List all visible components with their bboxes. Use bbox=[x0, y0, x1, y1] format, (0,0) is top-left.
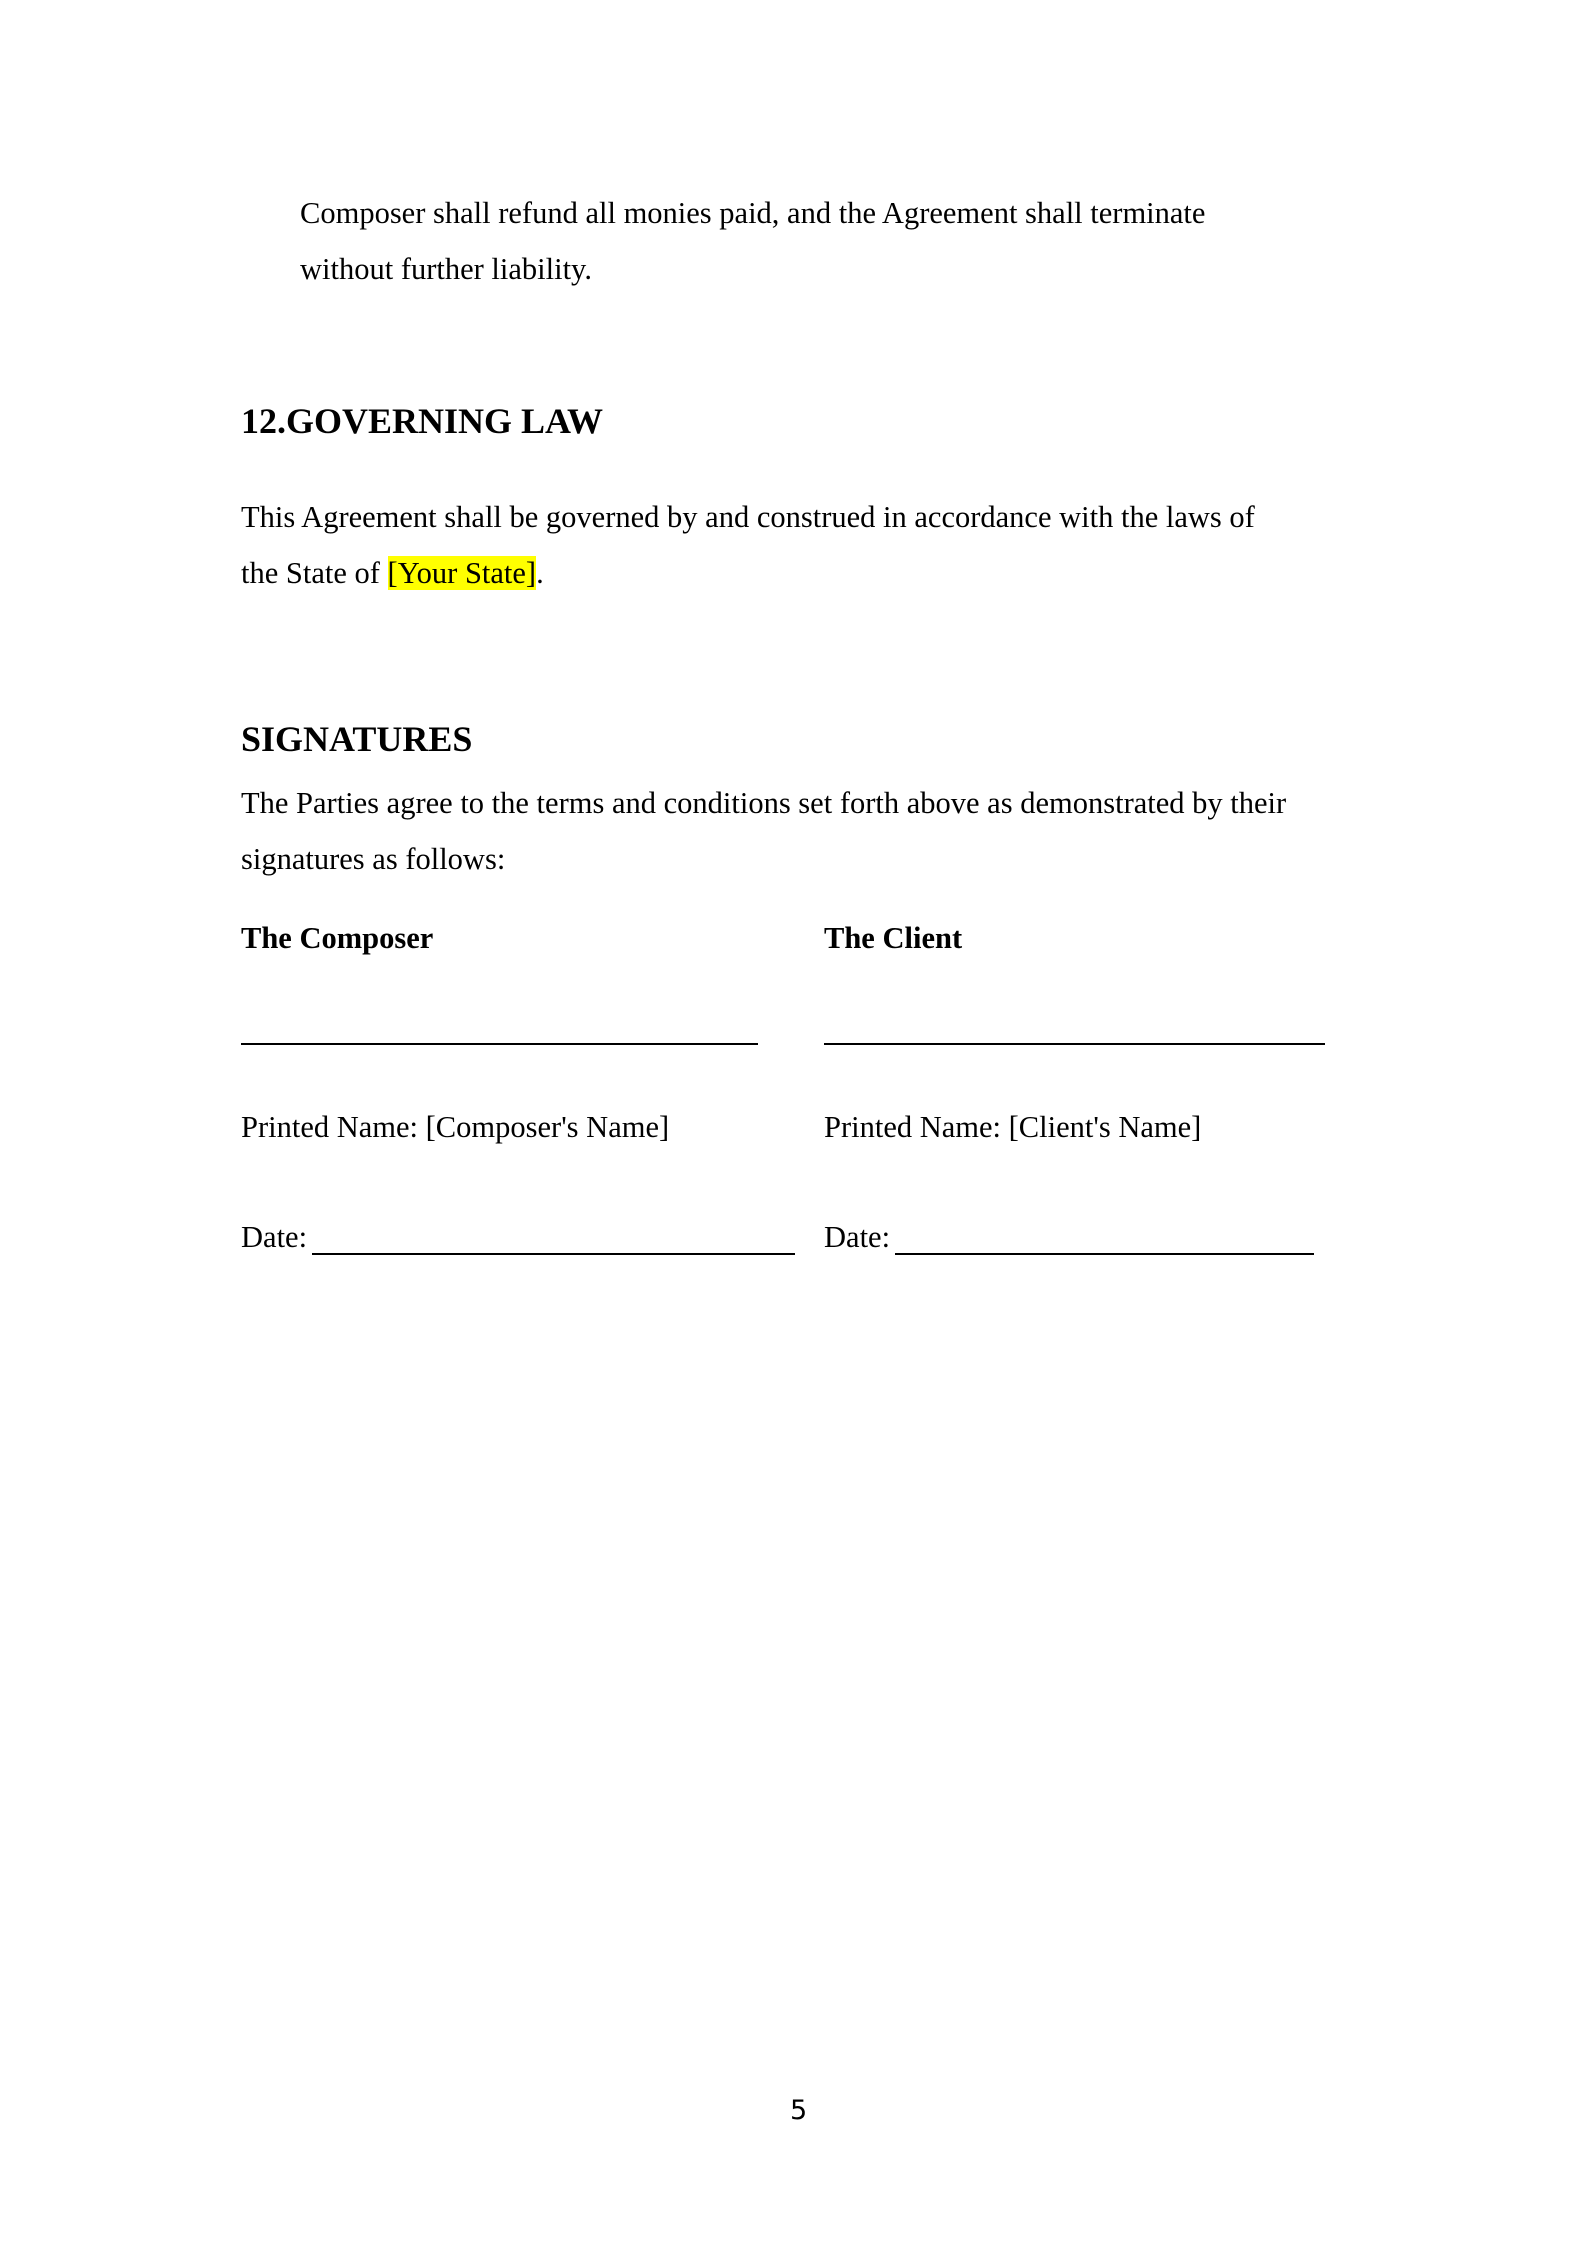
client-signature-title: The Client bbox=[824, 921, 963, 955]
state-placeholder-highlight: [Your State] bbox=[387, 556, 537, 590]
composer-signature-line bbox=[241, 1043, 758, 1045]
composer-signature-title: The Composer bbox=[241, 921, 434, 955]
governing-law-line-1: This Agreement shall be governed by and construed in accordance with the laws of bbox=[241, 500, 1255, 534]
continuation-line-2: without further liability. bbox=[300, 252, 592, 286]
client-date-label: Date: bbox=[824, 1220, 891, 1254]
client-signature-line bbox=[824, 1043, 1325, 1045]
client-printed-name: Printed Name: [Client's Name] bbox=[824, 1110, 1202, 1144]
composer-date-label: Date: bbox=[241, 1220, 308, 1254]
governing-law-line-2 bbox=[241, 546, 544, 602]
continuation-line-1: Composer shall refund all monies paid, and the Agreement shall terminate bbox=[300, 196, 1206, 230]
section-heading-governing-law: 12.GOVERNING LAW bbox=[241, 401, 604, 441]
composer-printed-name: Printed Name: [Composer's Name] bbox=[241, 1110, 670, 1144]
signatures-intro-line-2: signatures as follows: bbox=[241, 842, 506, 876]
page-number: 5 bbox=[790, 2095, 808, 2126]
governing-law-suffix: . bbox=[536, 556, 544, 590]
client-date-line bbox=[895, 1253, 1314, 1255]
section-heading-signatures: SIGNATURES bbox=[241, 719, 473, 759]
governing-law-prefix: the State of bbox=[241, 556, 388, 590]
composer-date-line bbox=[312, 1253, 795, 1255]
signatures-intro-line-1: The Parties agree to the terms and conditions set forth above as demonstrated by their bbox=[241, 786, 1287, 820]
